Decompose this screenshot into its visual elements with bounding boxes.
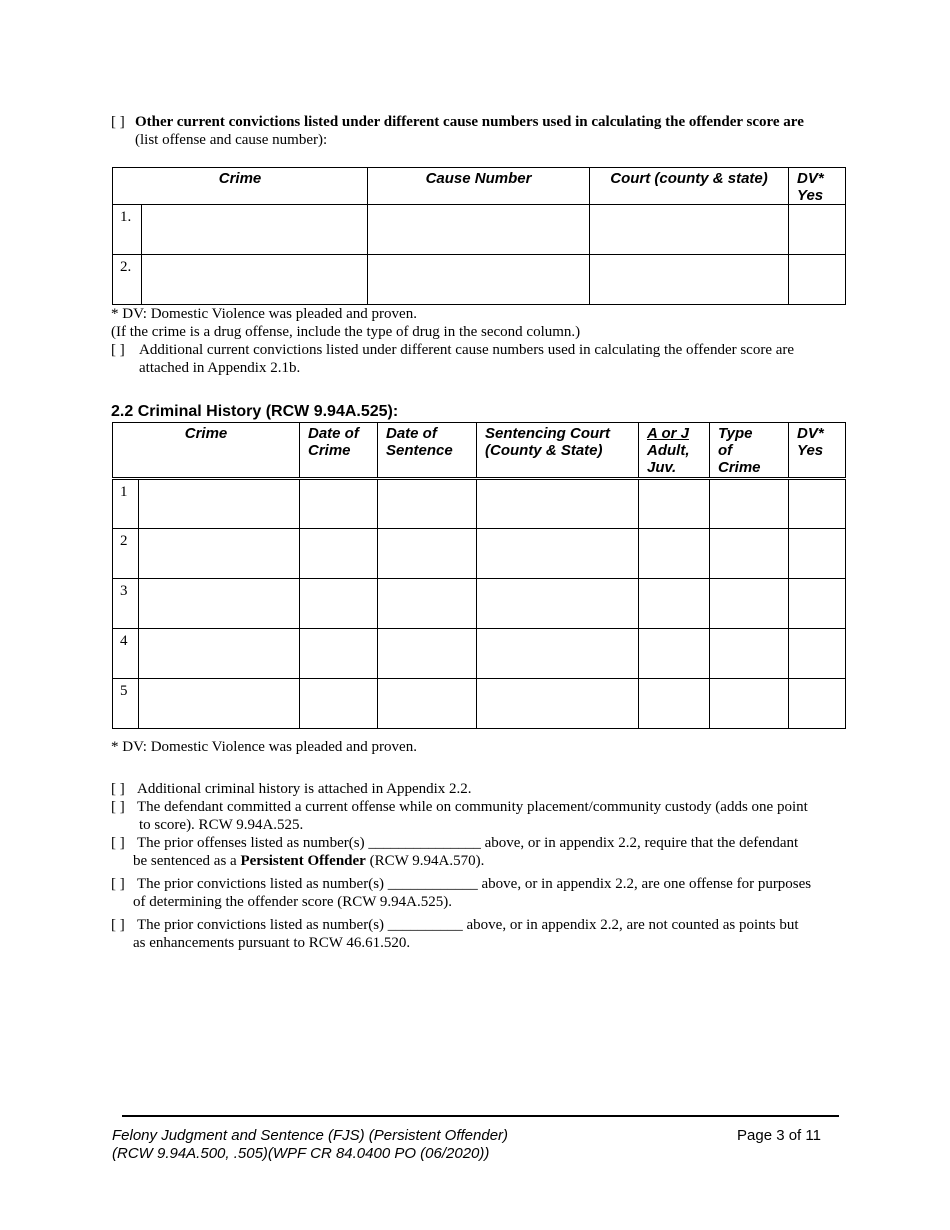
adult-juv-cell[interactable] [639, 479, 710, 529]
dv-cell[interactable] [789, 205, 846, 255]
row-number: 2. [113, 255, 142, 305]
court-cell[interactable] [477, 479, 639, 529]
dv-cell[interactable] [789, 479, 846, 529]
court-cell[interactable] [477, 629, 639, 679]
option-community-custody-cont: to score). RCW 9.94A.525. [139, 817, 304, 833]
options-block [111, 780, 871, 952]
adult-juv-cell[interactable] [639, 629, 710, 679]
option-enhancements-cont: as enhancements pursuant to RCW 46.61.520. [133, 935, 411, 951]
option-persistent-offender-cont: be sentenced as a Persistent Offender (RCW 9.94A.570). [133, 853, 485, 869]
date-of-sentence-cell[interactable] [378, 529, 477, 579]
criminal-history-heading: 2.2 Criminal History (RCW 9.94A.525): [111, 403, 399, 420]
dv-note: * DV: Domestic Violence was pleaded and proven. [111, 306, 417, 322]
checkbox[interactable]: [ ] [111, 835, 125, 851]
table-row [113, 629, 846, 679]
table-row [113, 679, 846, 729]
header-dv: DV* Yes [789, 168, 846, 205]
footer-divider [122, 1115, 839, 1117]
row-number: 1 [113, 479, 139, 529]
dv-cell[interactable] [789, 255, 846, 305]
date-of-sentence-cell[interactable] [378, 579, 477, 629]
table-row [113, 205, 846, 255]
checkbox[interactable]: [ ] [111, 781, 125, 797]
checkbox[interactable]: [ ] [111, 917, 125, 933]
header-type-of-crime: Type of Crime [710, 423, 789, 479]
adult-juv-cell[interactable] [639, 679, 710, 729]
header-date-of-crime: Date of Crime [300, 423, 378, 479]
additional-convictions-text-cont: attached in Appendix 2.1b. [139, 360, 301, 376]
notes-block [111, 305, 851, 377]
crime-cell[interactable] [139, 529, 300, 579]
crime-cell[interactable] [139, 679, 300, 729]
row-number: 5 [113, 679, 139, 729]
option-community-custody: The defendant committed a current offense while on community placement/community custody (adds one point [137, 799, 808, 815]
row-number: 3 [113, 579, 139, 629]
option-additional-history: Additional criminal history is attached in Appendix 2.2. [137, 781, 472, 797]
court-cell[interactable] [590, 205, 789, 255]
dv-cell[interactable] [789, 579, 846, 629]
crime-cell[interactable] [139, 579, 300, 629]
header-crime: Crime [113, 423, 300, 479]
type-cell[interactable] [710, 629, 789, 679]
court-cell[interactable] [590, 255, 789, 305]
table-row [113, 255, 846, 305]
crime-cell[interactable] [142, 255, 368, 305]
header-date-of-sentence: Date of Sentence [378, 423, 477, 479]
crime-cell[interactable] [142, 205, 368, 255]
row-number: 4 [113, 629, 139, 679]
court-cell[interactable] [477, 579, 639, 629]
checkbox[interactable]: [ ] [111, 799, 125, 815]
header-cause-number: Cause Number [368, 168, 590, 205]
date-of-crime-cell[interactable] [300, 479, 378, 529]
table-row [113, 579, 846, 629]
type-cell[interactable] [710, 579, 789, 629]
table-row [113, 529, 846, 579]
court-cell[interactable] [477, 679, 639, 729]
page-number: Page 3 of 11 [737, 1127, 821, 1144]
option-same-offense-cont: of determining the offender score (RCW 9.94A.525). [133, 894, 452, 910]
criminal-history-table [112, 422, 846, 729]
other-convictions-table [112, 167, 846, 305]
header-court: Court (county & state) [590, 168, 789, 205]
header-dv: DV* Yes [789, 423, 846, 479]
date-of-sentence-cell[interactable] [378, 629, 477, 679]
cause-cell[interactable] [368, 255, 590, 305]
adult-juv-cell[interactable] [639, 529, 710, 579]
date-of-crime-cell[interactable] [300, 529, 378, 579]
additional-convictions-text: Additional current convictions listed under different cause numbers used in calculating the offender score are [139, 342, 795, 358]
crime-cell[interactable] [139, 629, 300, 679]
checkbox[interactable]: [ ] [111, 342, 125, 358]
checkbox[interactable]: [ ] [111, 114, 125, 130]
date-of-sentence-cell[interactable] [378, 479, 477, 529]
other-convictions-title: Other current convictions listed under different cause numbers used in calculating the offender score are [135, 114, 804, 130]
option-enhancements: The prior convictions listed as number(s) __________ above, or in appendix 2.2, are not counted as points but [137, 917, 799, 933]
cause-cell[interactable] [368, 205, 590, 255]
dv-cell[interactable] [789, 629, 846, 679]
crime-cell[interactable] [139, 479, 300, 529]
row-number: 2 [113, 529, 139, 579]
drug-note: (If the crime is a drug offense, include the type of drug in the second column.) [111, 324, 581, 340]
type-cell[interactable] [710, 529, 789, 579]
dv-cell[interactable] [789, 529, 846, 579]
checkbox[interactable]: [ ] [111, 876, 125, 892]
court-cell[interactable] [477, 529, 639, 579]
type-cell[interactable] [710, 479, 789, 529]
date-of-crime-cell[interactable] [300, 579, 378, 629]
option-same-offense: The prior convictions listed as number(s) ____________ above, or in appendix 2.2, are one offense for purposes [137, 876, 812, 892]
dv-cell[interactable] [789, 679, 846, 729]
date-of-crime-cell[interactable] [300, 629, 378, 679]
date-of-crime-cell[interactable] [300, 679, 378, 729]
table-row [113, 479, 846, 529]
option-persistent-offender: The prior offenses listed as number(s) _______________ above, or in appendix 2.2, require that the defendant [137, 835, 799, 851]
other-convictions-intro [111, 113, 851, 149]
other-convictions-subtitle: (list offense and cause number): [135, 132, 328, 148]
header-crime: Crime [113, 168, 368, 205]
date-of-sentence-cell[interactable] [378, 679, 477, 729]
header-adult-juv: A or J Adult, Juv. [639, 423, 710, 479]
footer-title: Felony Judgment and Sentence (FJS) (Persistent Offender) (RCW 9.94A.500, .505)(WPF CR 84.0400 PO (06/2020)) [112, 1127, 509, 1162]
type-cell[interactable] [710, 679, 789, 729]
row-number: 1. [113, 205, 142, 255]
header-sentencing-court: Sentencing Court (County & State) [477, 423, 639, 479]
dv-note-2: * DV: Domestic Violence was pleaded and proven. [111, 739, 417, 755]
adult-juv-cell[interactable] [639, 579, 710, 629]
